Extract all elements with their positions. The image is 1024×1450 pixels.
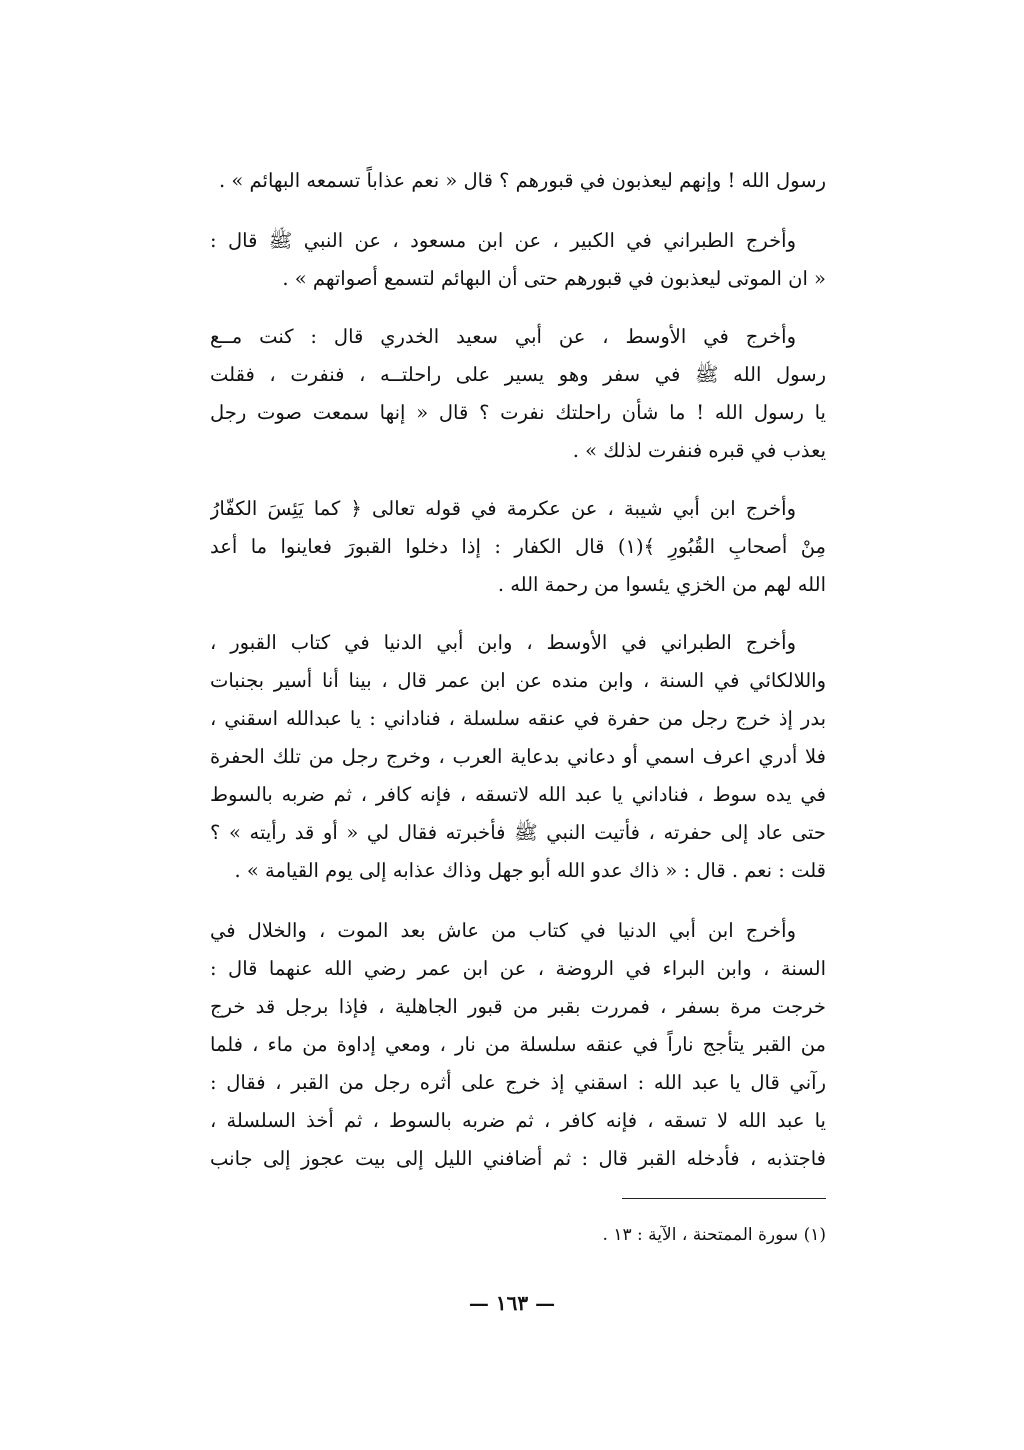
footnote: (١) سورة الممتحنة ، الآية : ١٣ .: [602, 1225, 826, 1245]
text-line: من القبر يتأجج ناراً في عنقه سلسلة من نار ، ومعي إداوة من ماء ، فلما: [210, 1033, 826, 1056]
text-line: يعذب في قبره فنفرت لذلك » .: [572, 439, 826, 462]
text-line: خرجت مرة بسفر ، فمررت بقبر من قبور الجاهلية ، فإذا برجل قد خرج: [210, 995, 826, 1018]
text-line: رسول الله ! وإنهم ليعذبون في قبورهم ؟ قال « نعم عذاباً تسمعه البهائم » .: [219, 169, 826, 192]
text-line: السنة ، وابن البراء في الروضة ، عن ابن عمر رضي الله عنهما قال :: [210, 957, 826, 980]
paragraph-5: [210, 624, 826, 890]
paragraph-3: [210, 318, 826, 470]
footnote-divider: [622, 1198, 826, 1199]
text-line: الله لهم من الخزي يئسوا من رحمة الله .: [497, 573, 826, 596]
text-line: يا رسول الله ! ما شأن راحلتك نفرت ؟ قال « إنها سمعت صوت رجل: [210, 401, 826, 424]
paragraph-2: [210, 222, 826, 298]
text-line: فلا أدري اعرف اسمي أو دعاني بدعاية العرب ، وخرج رجل من تلك الحفرة: [210, 745, 826, 768]
text-line: مِنْ أصحابِ القُبُورِ ﴾(١) قال الكفار : إذا دخلوا القبورَ فعاينوا ما أعد: [210, 535, 826, 558]
text-line: رآني قال يا عبد الله : اسقني إذ خرج على أثره رجل من القبر ، فقال :: [210, 1071, 826, 1094]
text-line: وأخرج ابن أبي الدنيا في كتاب من عاش بعد الموت ، والخلال في: [210, 919, 796, 942]
text-line: حتى عاد إلى حفرته ، فأتيت النبي ﷺ فأخبرته فقال لي « أو قد رأيته » ؟: [210, 821, 826, 844]
text-line: وأخرج الطبراني في الأوسط ، وابن أبي الدنيا في كتاب القبور ،: [210, 631, 796, 654]
text-line: وأخرج الطبراني في الكبير ، عن ابن مسعود ، عن النبي ﷺ قال :: [210, 229, 796, 252]
text-line: يا عبد الله لا تسقه ، فإنه كافر ، ثم ضربه بالسوط ، ثم أخذ السلسلة ،: [210, 1109, 826, 1132]
text-line: بدر إذ خرج رجل من حفرة في عنقه سلسلة ، فناداني : يا عبدالله اسقني ،: [210, 707, 826, 730]
text-line: فاجتذبه ، فأدخله القبر قال : ثم أضافني الليل إلى بيت عجوز إلى جانب: [210, 1147, 826, 1170]
text-line: قلت : نعم . قال : « ذاك عدو الله أبو جهل وذاك عذابه إلى يوم القيامة » .: [234, 859, 826, 882]
body-text: [210, 0, 826, 1190]
text-line: وأخرج ابن أبي شيبة ، عن عكرمة في قوله تعالى ﴿ كما يَئِسَ الكفّارُ: [210, 497, 796, 520]
text-line: رسول الله ﷺ في سفر وهو يسير على راحلتــه ، فنفرت ، فقلت: [210, 363, 826, 386]
text-line: واللالكائي في السنة ، وابن منده عن ابن عمر قال ، بينا أنا أسير بجنبات: [210, 669, 826, 692]
paragraph-6: [210, 912, 826, 1178]
text-line: « ان الموتى ليعذبون في قبورهم حتى أن البهائم لتسمع أصواتهم » .: [282, 267, 826, 290]
page-number: — ١٦٣ —: [468, 1291, 556, 1315]
text-line: وأخرج في الأوسط ، عن أبي سعيد الخدري قال : كنت مــع: [210, 325, 796, 348]
paragraph-4: [210, 490, 826, 604]
paragraph-1: [210, 162, 826, 200]
text-line: في يده سوط ، فناداني يا عبد الله لاتسقه ، فإنه كافر ، ثم ضربه بالسوط: [210, 783, 826, 806]
